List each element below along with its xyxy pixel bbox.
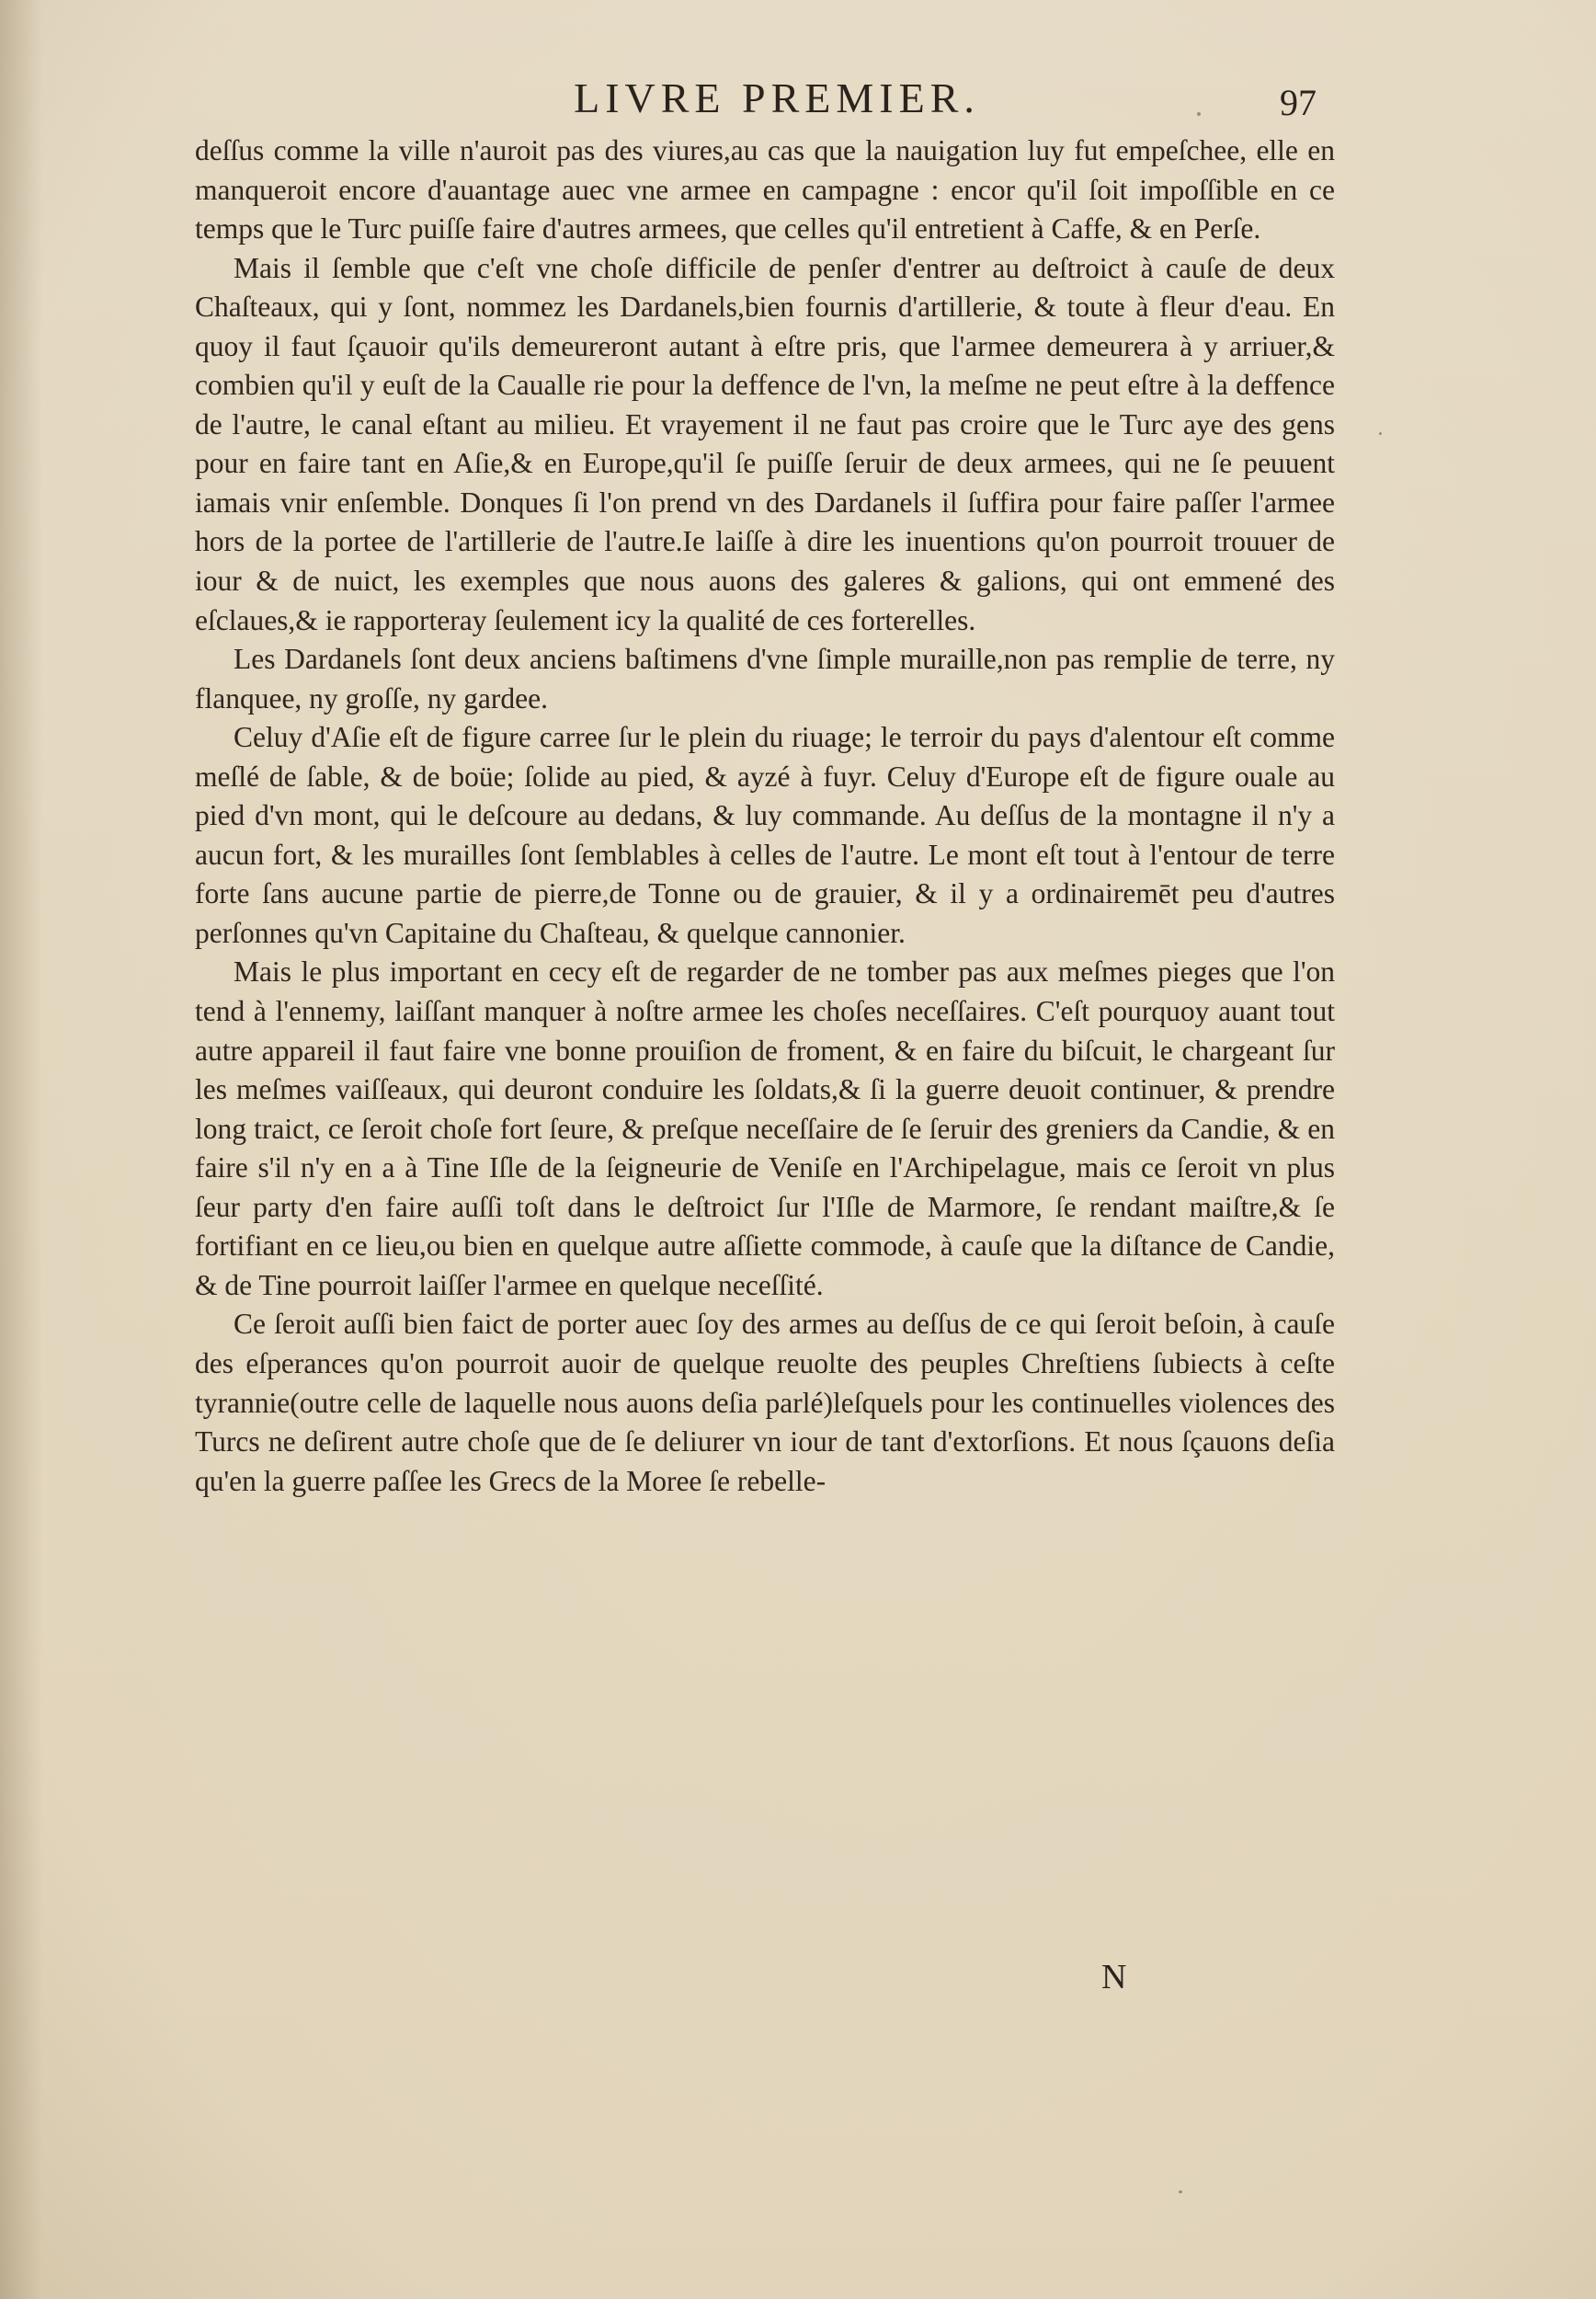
main-text xyxy=(195,132,1335,1989)
paragraph: Celuy d'Aſie eſt de figure carree ſur le plein du riuage; le terroir du pays d'alentour eſt comme meſlé de ſable, & de boüe; ſolide au pied, & ayzé à fuyr. Celuy d'Europe eſt de figure ouale au pied d'vn mont, qui le deſcoure au dedans, & luy commande. Au deſſus de la montagne il n'y a aucun fort, & les murailles ſont ſemblables à celles de l'autre. Le mont eſt tout à l'entour de terre forte ſans aucune partie de pierre,de Tonne ou de grauier, & il y a ordinairemēt peu d'autres perſonnes qu'vn Capitaine du Chaſteau, & quelque cannonier. xyxy=(195,721,1335,949)
signature-mark: N xyxy=(1101,1958,1127,1996)
page-number: 97 xyxy=(1280,82,1317,123)
paper-speck xyxy=(1379,432,1382,435)
paper-speck xyxy=(1179,2190,1182,2193)
paragraph: Les Dardanels ſont deux anciens baſtimens d'vne ſimple muraille,non pas remplie de terre, ny flanquee, ny groſſe, ny gardee. xyxy=(195,643,1335,715)
paper-speck xyxy=(1217,1214,1222,1217)
paper-speck xyxy=(777,1214,780,1217)
paragraph: Ce ſeroit auſſi bien faict de porter auec ſoy des armes au deſſus de ce qui ſeroit beſoin, à cauſe des eſperances qu'on pourroit auoir de quelque reuolte des peuples Chreſtiens ſubiects à ceſte tyrannie(outre celle de laquelle nous auons deſia parlé)leſquels pour les continuelles violences des Turcs ne deſirent autre choſe que de ſe deliurer vn iour de tant d'extorſions. Et nous ſçauons deſia qu'en la guerre paſſee les Grecs de la Moree ſe rebelle- xyxy=(195,1308,1335,1497)
paper-speck xyxy=(1197,112,1201,116)
gutter-shadow xyxy=(0,0,42,2299)
paragraph: deſſus comme la ville n'auroit pas des viures,au cas que la nauigation luy fut empeſchee, elle en manqueroit encore d'auantage auec vne armee en campagne : encor qu'il ſoit impoſſible en ce temps que le Turc puiſſe faire d'autres armees, que celles qu'il entretient à Caffe, & en Perſe. xyxy=(195,134,1335,246)
paragraph: Mais il ſemble que c'eſt vne choſe difficile de penſer d'entrer au deſtroict à cauſe de deux Chaſteaux, qui y ſont, nommez les Dardanels,bien fournis d'artillerie, & toute à fleur d'eau. En quoy il faut ſçauoir qu'ils demeureront autant à eſtre pris, que l'armee demeurera à y arriuer,& combien qu'il y euſt de la Caualle rie pour la deffence de l'vn, la meſme ne peut eſtre à la deffence de l'autre, le canal eſtant au milieu. Et vrayement il ne faut pas croire que le Turc aye des gens pour en faire tant en Aſie,& en Europe,qu'il ſe puiſſe ſeruir de deux armees, qui ne ſe peuuent iamais vnir enſemble. Donques ſi l'on prend vn des Dardanels il ſuffira pour faire paſſer l'armee hors de la portee de l'artillerie de l'autre.Ie laiſſe à dire les inuentions qu'on pourroit trouuer de iour & de nuict, les exemples que nous auons des galeres & galions, qui ont emmené des eſclaues,& ie rapporteray ſeulement icy la qualité de ces forterelles. xyxy=(195,251,1335,636)
paragraph: Mais le plus important en cecy eſt de regarder de ne tomber pas aux meſmes pieges que l'on tend à l'ennemy, laiſſant manquer à noſtre armee les choſes neceſſaires. C'eſt pourquoy auant tout autre appareil il faut faire vne bonne prouiſion de froment, & en faire du biſcuit, le chargeant ſur les meſmes vaiſſeaux, qui deuront conduire les ſoldats,& ſi la guerre deuoit continuer, & prendre long traict, ce ſeroit choſe fort ſeure, & preſque neceſſaire de ſe ſeruir des greniers da Candie, & en faire s'il n'y en a à Tine Iſle de la ſeigneurie de Veniſe en l'Archipelague, mais ce ſeroit vn plus ſeur party d'en faire auſſi toſt dans le deſtroict ſur l'Iſle de Marmore, ſe rendant maiſtre,& ſe fortifiant en ce lieu,ou bien en quelque autre aſſiette commode, à cauſe que la diſtance de Candie, & de Tine pourroit laiſſer l'armee en quelque neceſſité. xyxy=(195,955,1335,1301)
page-header xyxy=(0,66,1596,131)
running-title: LIVRE PREMIER. xyxy=(574,74,980,121)
